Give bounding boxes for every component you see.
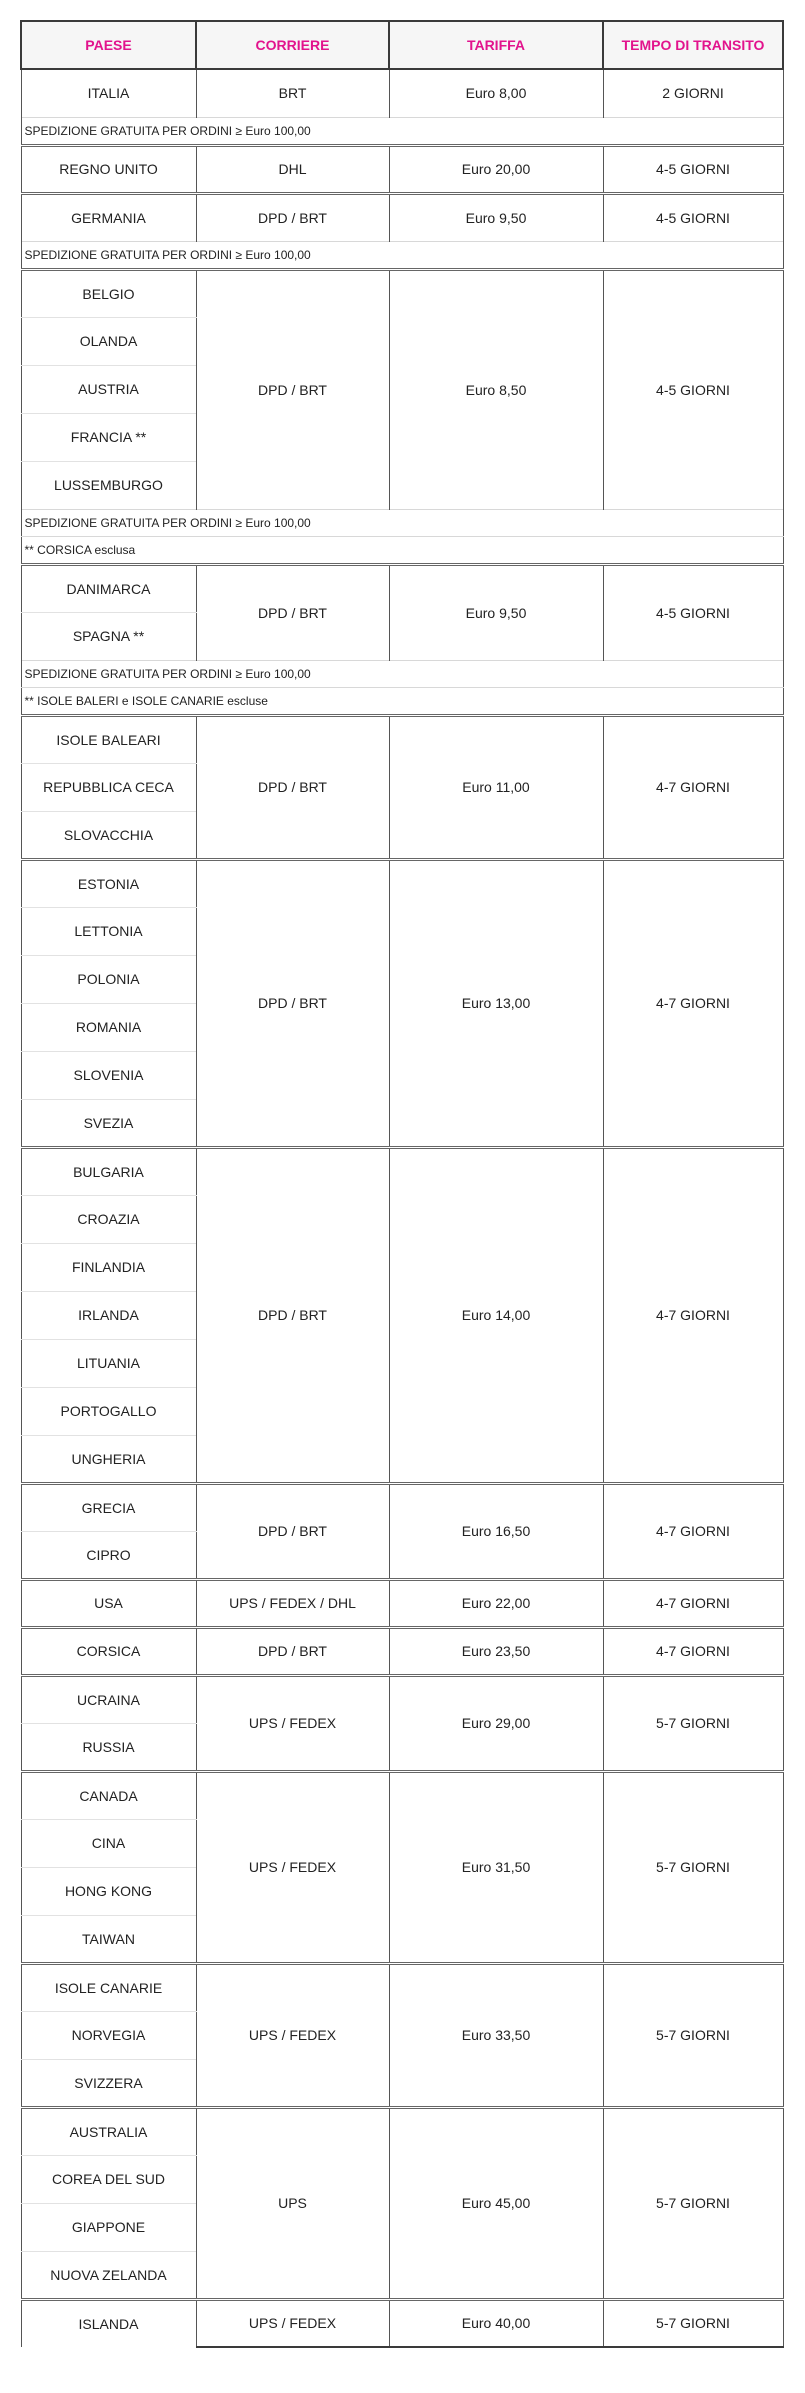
note-row xyxy=(21,117,783,145)
carrier-cell: DHL xyxy=(196,145,389,193)
carrier-cell: UPS / FEDEX xyxy=(196,1675,389,1771)
rate-cell: Euro 9,50 xyxy=(389,193,603,241)
transit-cell: 5-7 GIORNI xyxy=(603,1675,783,1771)
table-row xyxy=(21,2299,783,2347)
rate-cell: Euro 14,00 xyxy=(389,1147,603,1483)
carrier-cell: UPS xyxy=(196,2107,389,2299)
country-cell: ROMANIA xyxy=(21,1003,196,1051)
transit-cell: 4-7 GIORNI xyxy=(603,1483,783,1579)
country-cell: GIAPPONE xyxy=(21,2203,196,2251)
shipping-rates-container xyxy=(20,20,782,2348)
table-row xyxy=(21,1675,783,1723)
transit-cell: 4-7 GIORNI xyxy=(603,1627,783,1675)
carrier-cell: DPD / BRT xyxy=(196,715,389,859)
note-row xyxy=(21,509,783,536)
transit-cell: 5-7 GIORNI xyxy=(603,2107,783,2299)
rate-cell: Euro 13,00 xyxy=(389,859,603,1147)
country-cell: IRLANDA xyxy=(21,1291,196,1339)
rate-cell: Euro 29,00 xyxy=(389,1675,603,1771)
carrier-cell: UPS / FEDEX xyxy=(196,1963,389,2107)
country-cell: TAIWAN xyxy=(21,1915,196,1963)
shipping-rates-table xyxy=(20,20,784,2348)
country-cell: SLOVENIA xyxy=(21,1051,196,1099)
header-row xyxy=(21,21,783,69)
carrier-cell: DPD / BRT xyxy=(196,1627,389,1675)
country-cell: COREA DEL SUD xyxy=(21,2155,196,2203)
rate-cell: Euro 23,50 xyxy=(389,1627,603,1675)
note-text: SPEDIZIONE GRATUITA PER ORDINI ≥ Euro 100,00 xyxy=(21,509,783,536)
country-cell: BULGARIA xyxy=(21,1147,196,1195)
country-cell: CORSICA xyxy=(21,1627,196,1675)
country-cell: NUOVA ZELANDA xyxy=(21,2251,196,2299)
carrier-cell: DPD / BRT xyxy=(196,859,389,1147)
rate-cell: Euro 8,00 xyxy=(389,69,603,117)
rate-cell: Euro 20,00 xyxy=(389,145,603,193)
shipping-rates-body xyxy=(21,69,783,2347)
country-cell: FINLANDIA xyxy=(21,1243,196,1291)
header-paese: PAESE xyxy=(21,21,196,69)
country-cell: RUSSIA xyxy=(21,1723,196,1771)
country-cell: LITUANIA xyxy=(21,1339,196,1387)
carrier-cell: DPD / BRT xyxy=(196,269,389,509)
table-row xyxy=(21,1627,783,1675)
note-text: SPEDIZIONE GRATUITA PER ORDINI ≥ Euro 100,00 xyxy=(21,241,783,269)
transit-cell: 4-7 GIORNI xyxy=(603,715,783,859)
carrier-cell: DPD / BRT xyxy=(196,1483,389,1579)
country-cell: CANADA xyxy=(21,1771,196,1819)
rate-cell: Euro 40,00 xyxy=(389,2299,603,2347)
country-cell: DANIMARCA xyxy=(21,564,196,612)
note-text: SPEDIZIONE GRATUITA PER ORDINI ≥ Euro 100,00 xyxy=(21,660,783,687)
country-cell: CIPRO xyxy=(21,1531,196,1579)
country-cell: REPUBBLICA CECA xyxy=(21,763,196,811)
table-row xyxy=(21,1483,783,1531)
rate-cell: Euro 11,00 xyxy=(389,715,603,859)
rate-cell: Euro 45,00 xyxy=(389,2107,603,2299)
note-row xyxy=(21,536,783,564)
rate-cell: Euro 33,50 xyxy=(389,1963,603,2107)
transit-cell: 4-7 GIORNI xyxy=(603,859,783,1147)
country-cell: GRECIA xyxy=(21,1483,196,1531)
note-text: ** ISOLE BALERI e ISOLE CANARIE escluse xyxy=(21,687,783,715)
transit-cell: 5-7 GIORNI xyxy=(603,1771,783,1963)
country-cell: ISOLE BALEARI xyxy=(21,715,196,763)
carrier-cell: BRT xyxy=(196,69,389,117)
table-row xyxy=(21,193,783,241)
country-cell: REGNO UNITO xyxy=(21,145,196,193)
rate-cell: Euro 31,50 xyxy=(389,1771,603,1963)
country-cell: UCRAINA xyxy=(21,1675,196,1723)
rate-cell: Euro 16,50 xyxy=(389,1483,603,1579)
country-cell: GERMANIA xyxy=(21,193,196,241)
table-row xyxy=(21,2107,783,2155)
country-cell: USA xyxy=(21,1579,196,1627)
header-corriere: CORRIERE xyxy=(196,21,389,69)
carrier-cell: DPD / BRT xyxy=(196,193,389,241)
country-cell: ITALIA xyxy=(21,69,196,117)
carrier-cell: UPS / FEDEX xyxy=(196,2299,389,2347)
country-cell: OLANDA xyxy=(21,317,196,365)
table-row xyxy=(21,269,783,317)
country-cell: NORVEGIA xyxy=(21,2011,196,2059)
country-cell: CINA xyxy=(21,1819,196,1867)
country-cell: LETTONIA xyxy=(21,907,196,955)
transit-cell: 5-7 GIORNI xyxy=(603,1963,783,2107)
country-cell: UNGHERIA xyxy=(21,1435,196,1483)
table-row xyxy=(21,69,783,117)
transit-cell: 4-5 GIORNI xyxy=(603,193,783,241)
transit-cell: 4-5 GIORNI xyxy=(603,564,783,660)
table-row xyxy=(21,1579,783,1627)
table-row xyxy=(21,1963,783,2011)
transit-cell: 4-7 GIORNI xyxy=(603,1579,783,1627)
country-cell: ISOLE CANARIE xyxy=(21,1963,196,2011)
rate-cell: Euro 8,50 xyxy=(389,269,603,509)
transit-cell: 4-5 GIORNI xyxy=(603,145,783,193)
country-cell: BELGIO xyxy=(21,269,196,317)
country-cell: FRANCIA ** xyxy=(21,413,196,461)
country-cell: HONG KONG xyxy=(21,1867,196,1915)
transit-cell: 4-5 GIORNI xyxy=(603,269,783,509)
note-row xyxy=(21,687,783,715)
rate-cell: Euro 9,50 xyxy=(389,564,603,660)
country-cell: ESTONIA xyxy=(21,859,196,907)
country-cell: POLONIA xyxy=(21,955,196,1003)
transit-cell: 4-7 GIORNI xyxy=(603,1147,783,1483)
rate-cell: Euro 22,00 xyxy=(389,1579,603,1627)
note-row xyxy=(21,241,783,269)
country-cell: SVEZIA xyxy=(21,1099,196,1147)
note-text: ** CORSICA esclusa xyxy=(21,536,783,564)
country-cell: SVIZZERA xyxy=(21,2059,196,2107)
carrier-cell: UPS / FEDEX xyxy=(196,1771,389,1963)
transit-cell: 5-7 GIORNI xyxy=(603,2299,783,2347)
header-tempo-di-transito: TEMPO DI TRANSITO xyxy=(603,21,783,69)
country-cell: PORTOGALLO xyxy=(21,1387,196,1435)
country-cell: AUSTRALIA xyxy=(21,2107,196,2155)
country-cell: SLOVACCHIA xyxy=(21,811,196,859)
table-row xyxy=(21,564,783,612)
note-text: SPEDIZIONE GRATUITA PER ORDINI ≥ Euro 100,00 xyxy=(21,117,783,145)
country-cell: AUSTRIA xyxy=(21,365,196,413)
table-row xyxy=(21,715,783,763)
header-tariffa: TARIFFA xyxy=(389,21,603,69)
table-row xyxy=(21,859,783,907)
carrier-cell: UPS / FEDEX / DHL xyxy=(196,1579,389,1627)
country-cell: ISLANDA xyxy=(21,2299,196,2347)
country-cell: SPAGNA ** xyxy=(21,612,196,660)
transit-cell: 2 GIORNI xyxy=(603,69,783,117)
country-cell: CROAZIA xyxy=(21,1195,196,1243)
carrier-cell: DPD / BRT xyxy=(196,1147,389,1483)
table-row xyxy=(21,1147,783,1195)
note-row xyxy=(21,660,783,687)
country-cell: LUSSEMBURGO xyxy=(21,461,196,509)
table-row xyxy=(21,1771,783,1819)
table-row xyxy=(21,145,783,193)
carrier-cell: DPD / BRT xyxy=(196,564,389,660)
